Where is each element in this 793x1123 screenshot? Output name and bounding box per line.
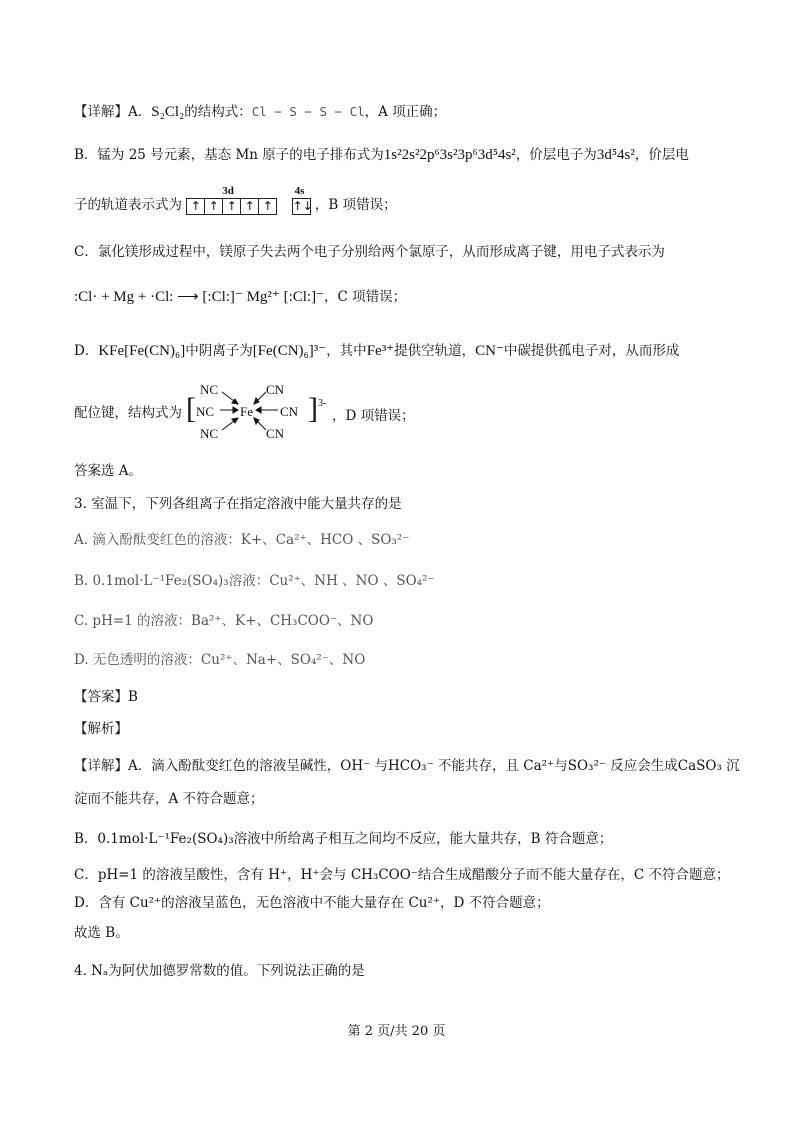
detail-analysis-d: D．含有 Cu²⁺的溶液呈蓝色，无色溶液中不能大量存在 Cu²⁺，D 不符合题意； (74, 895, 550, 911)
detail-analysis-a: 【详解】A．滴入酚酞变红色的溶液呈碱性，OH⁻ 与HCO₃⁻ 不能共存，且 Ca²⁺与SO₃²⁻ 反应会生成CaSO₃ 沉 (74, 758, 740, 774)
valence-config: 3d⁵4s² (596, 147, 635, 163)
detail-line-b-orbital: 子的轨道表示式为 3d ↑ ↑ ↑ ↑ ↑ 4s ↑↓ ，B 项错误； (74, 184, 397, 213)
detail-analysis-a-cont: 淀而不能共存，A 不符合题意； (74, 791, 264, 807)
answer-label: 【答案】B (74, 689, 138, 705)
mgcl2-electron-formula: :Cl· + Mg + ·Cl: ⟶ [:Cl:]⁻ Mg²⁺ [:Cl:]⁻ (74, 289, 325, 305)
orbital-diagram-4s: 4s ↑↓ (292, 184, 313, 213)
detail-line-c: C．氯化镁形成过程中，镁原子失去两个电子分别给两个氯原子，从而形成离子键，用电子式表示为 (74, 244, 665, 260)
detail-line-a: 【详解】A．S₂Cl₂的结构式：Cl − S − S − Cl，A 项正确； (74, 104, 447, 120)
detail-line-d: D．KFe[Fe(CN)₆]中阴离子为[Fe(CN)₆]³⁻，其中Fe³⁺提供空轨道，CN⁻中碳提供孤电子对，从而形成 (74, 343, 680, 359)
question-4-stem: 4. Nₐ为阿伏加德罗常数的值。下列说法正确的是 (74, 963, 365, 979)
question-3-option-a: A. 滴入酚酞变红色的溶液：K+、Ca²⁺、HCO 、SO₃²⁻ (74, 532, 410, 548)
coordination-structure: [ NC NC NC Fe CN CN CN ] 3- ，D 项错误； (186, 382, 415, 441)
detail-line-d-structure: 配位键，结构式为 (74, 405, 182, 421)
detail-analysis-c: C．pH=1 的溶液呈酸性，含有 H⁺，H⁺会与 CH₃COO⁻结合生成醋酸分子而不能大量存在，C 不符合题意； (74, 867, 730, 883)
structural-formula: Cl − S − S − Cl (251, 104, 365, 119)
detail-line-b: B．锰为 25 号元素，基态 Mn 原子的电子排布式为1s²2s²2p⁶3s²3p⁶3d⁵4s²，价层电子为3d⁵4s²，价层电 (74, 147, 689, 163)
question-3-stem: 3. 室温下，下列各组离子在指定溶液中能大量共存的是 (74, 496, 402, 512)
detail-analysis-b: B．0.1mol·L⁻¹Fe₂(SO₄)₃溶液中所给离子相互之间均不反应，能大量共存，B 符合题意； (74, 831, 613, 847)
detail-line-c-formation: :Cl· + Mg + ·Cl: ⟶ [:Cl:]⁻ Mg²⁺ [:Cl:]⁻，C 项错误； (74, 289, 407, 305)
answer-choice-a: 答案选 A。 (74, 463, 143, 479)
question-3-option-b: B. 0.1mol·L⁻¹Fe₂(SO₄)₃溶液：Cu²⁺、NH 、NO 、SO₄²⁻ (74, 573, 435, 589)
question-3-option-c: C. pH=1 的溶液：Ba²⁺、K+、CH₃COO⁻、NO (74, 613, 374, 629)
electron-config: 1s²2s²2p⁶3s²3p⁶3d⁵4s² (383, 147, 516, 163)
question-3-option-d: D. 无色透明的溶液：Cu²⁺、Na+、SO₄²⁻、NO (74, 652, 366, 668)
analysis-label: 【解析】 (74, 721, 128, 737)
formula-s2cl2: S₂Cl₂ (151, 104, 185, 120)
page-footer: 第 2 页/共 20 页 (347, 1024, 446, 1039)
orbital-diagram-3d: 3d ↑ ↑ ↑ ↑ ↑ (186, 197, 277, 215)
detail-analysis-conclusion: 故选 B。 (74, 925, 129, 941)
